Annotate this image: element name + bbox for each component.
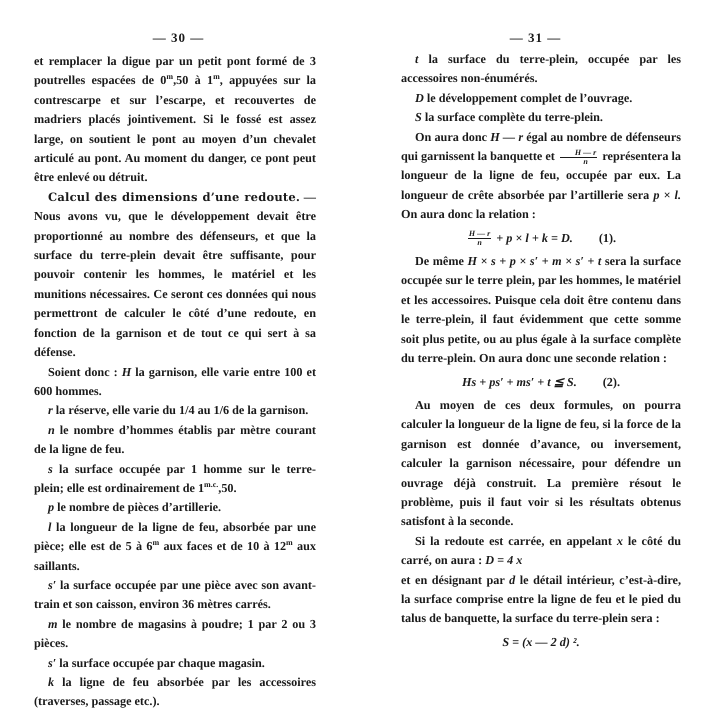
left-page [0, 0, 357, 709]
equation-number: (2). [602, 374, 621, 389]
paragraph: Si la redoute est carrée, en appelant x le côté du carré, on aura : D = 4 x [401, 533, 682, 568]
definition-item: s la surface occupée par 1 homme sur le terre-plein; elle est ordinairement de $1^{m.c.},50$. [34, 461, 316, 495]
equation-1: $\frac{H — r}{n}$ + p × l + k = D. (1). [468, 229, 617, 248]
fraction: $\frac{H — r}{n}$ [468, 229, 491, 248]
definition-item: S la surface complète du terre-plein. [415, 110, 603, 125]
paragraph: De même H × s + p × s′ + m × s′ + t sera la surface occupée sur le terre plein, par les hommes, le matériel et les accessoires. Puisque cela doit être contenu dans le terre-plein, il faut évidemment que cette somme soit plus petite, ou au plus égale à la surface complète du terre-plein. On aura donc une seconde relation : [401, 254, 681, 366]
page-number: — 30 — [152, 30, 205, 45]
section-heading: Calcul des dimensions d’une redoute. [48, 189, 301, 204]
equation-3: S = (x — 2 d) ². [502, 634, 580, 649]
section-paragraph: Calcul des dimensions d’une redoute. — Nous avons vu, que le développement devait être proportionné au nombre des défenseurs, et que la surface du terre-plein devait être suffisante, pour pouvoir contenir les hommes, le matériel et les munitions nécessaires. Ce seront ces données qui nous permettront de calculer le côté d’une redoute, en fonction de la garnison et de tout ce qui sert à sa défense. [34, 189, 316, 360]
page-number: — 31 — [509, 30, 562, 45]
paragraph: Soient donc : H la garnison, elle varie entre 100 et 600 hommes. [34, 364, 316, 398]
definition-item: l la longueur de la ligne de feu, absorbée par une pièce; elle est de 5 à 6$^m$ aux faces et de 10 à 12$^m$ aux saillants. [34, 519, 316, 573]
definition-item: r la réserve, elle varie du 1/4 au 1/6 de la garnison. [48, 403, 309, 418]
equation-number: (1). [598, 230, 617, 245]
definition-item: s′ la surface occupée par une pièce avec son avant-train et son caisson, environ 36 mètres carrés. [34, 577, 316, 612]
paragraph: et remplacer la digue par un petit pont formé de 3 poutrelles espacées de 0$^m$,50 à 1$^m$, appuyées sur la contrescarpe et sur l’escarpe, et recouvertes de madriers placés jointivement. Si le fossé est assez large, on soutient le pont au moyen d’un chevalet articulé au pont. Au moment du danger, ce pont peut être enlevé ou détruit. [34, 54, 316, 185]
paragraph: Au moyen de ces deux formules, on pourra calculer la longueur de la ligne de feu, si la force de la garnison est donnée d’avance, ou inversement, calculer la garnison nécessaire, pour défendre un ouvrage déjà construit. La première résout le problème, puis il faut voir si les résultats obtenus satisfont à la seconde. [401, 397, 681, 529]
paragraph: et en désignant par d le détail intérieur, c’est-à-dire, la surface comprise entre la ligne de feu et le pied du talus de banquette, la surface du terre-plein sera : [401, 572, 681, 626]
right-page [357, 0, 714, 649]
equation-2: Hs + ps′ + ms′ + t ≦ S. (2). [401, 373, 681, 392]
paragraph: On aura donc H — r égal au nombre de défenseurs qui garnissent la banquette et $\frac{H — r}{n}$ représentera la longueur de la ligne de feu, occupée par eux. La longueur de crête absorbée par l’artillerie sera p × l. On aura donc la relation : [401, 129, 681, 222]
definition-item: m le nombre de magasins à poudre; 1 par 2 ou 3 pièces. [34, 616, 316, 651]
definition-item: t la surface du terre-plein, occupée par les accessoires non-énumérés. [401, 52, 681, 86]
definition-item: D le développement complet de l’ouvrage. [415, 90, 633, 105]
definition-item: p le nombre de pièces d’artillerie. [48, 500, 222, 515]
definition-item: s′ la surface occupée par chaque magasin. [48, 655, 265, 670]
definition-item: n le nombre d’hommes établis par mètre courant de la ligne de feu. [34, 422, 316, 457]
page-body [401, 50, 681, 656]
definition-item: k la ligne de feu absorbée par les accessoires (traverses, passage etc.). [34, 675, 316, 709]
fraction: $\frac{H — r}{n}$ [560, 149, 597, 166]
page-body [34, 52, 316, 712]
